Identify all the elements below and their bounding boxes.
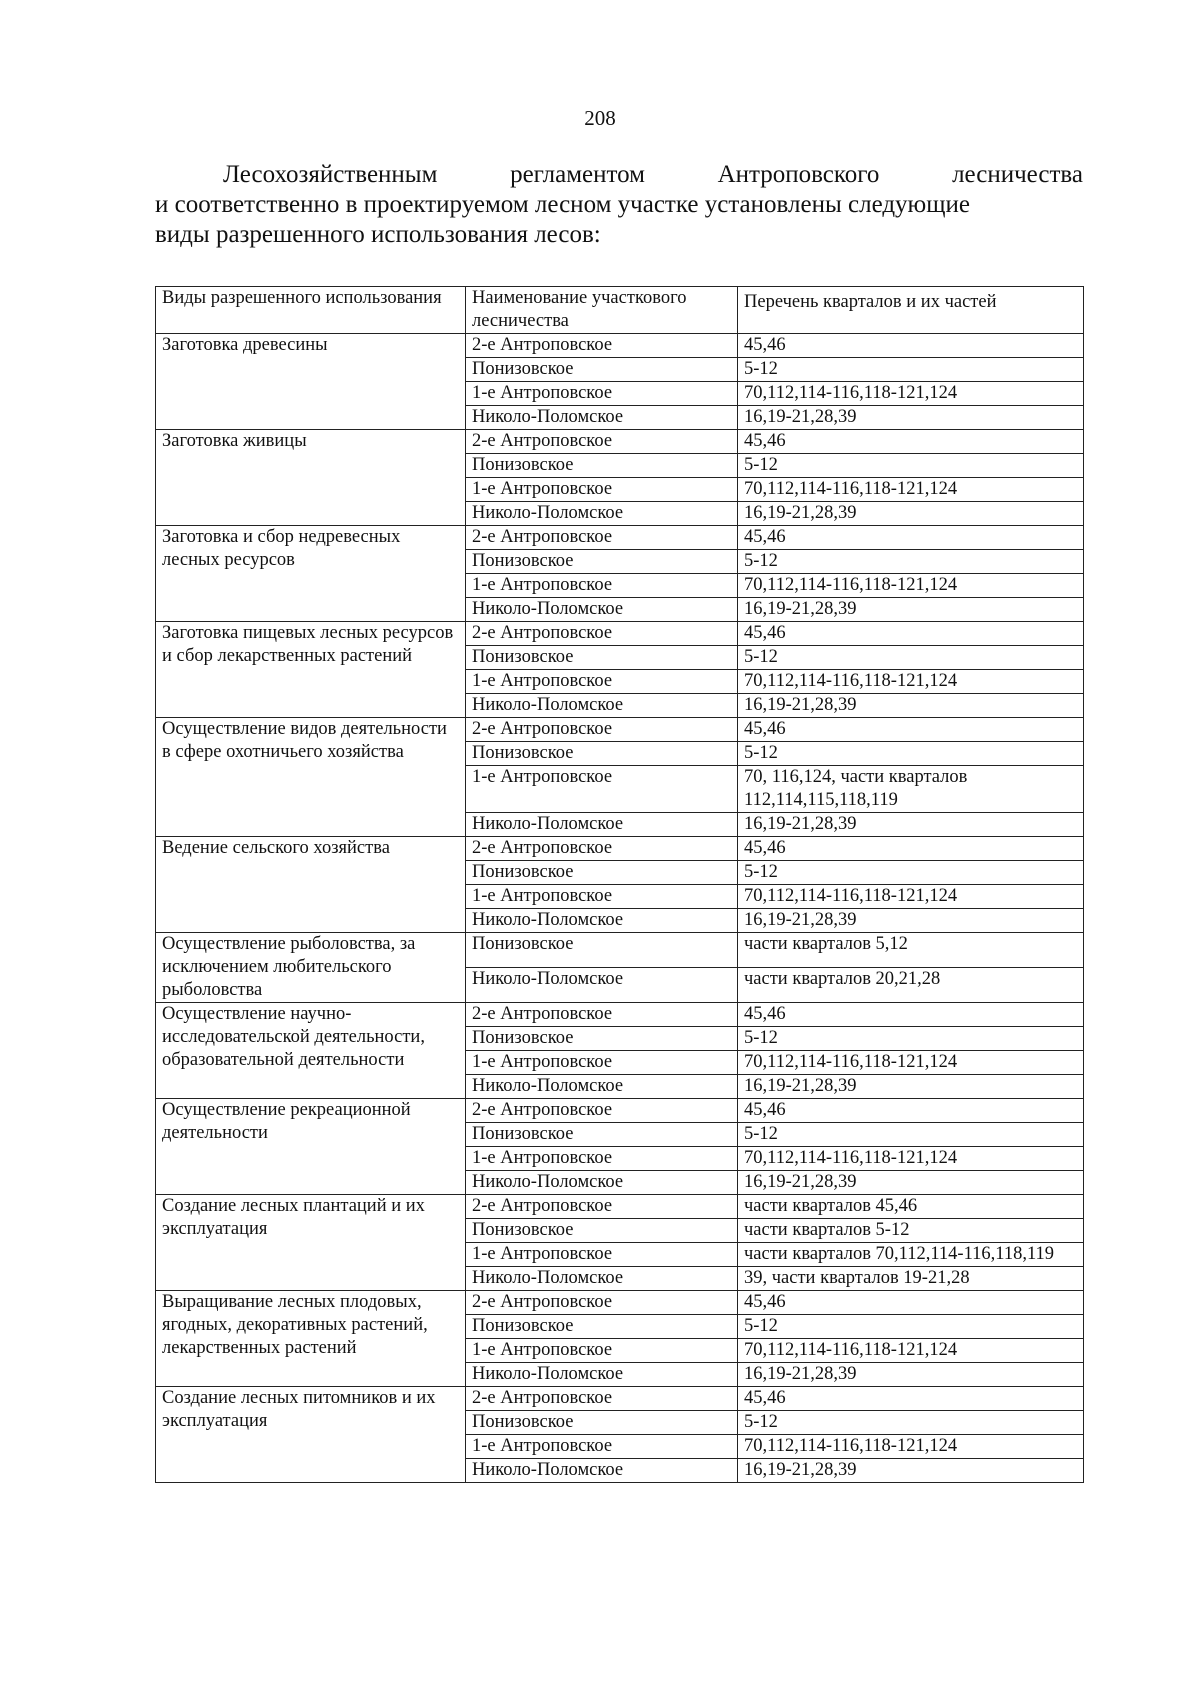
forestry-cell: Понизовское [466,454,738,478]
quarters-cell: части кварталов 5,12 [738,933,1084,968]
table-row [156,837,1084,861]
forestry-cell: 1-е Антроповское [466,1147,738,1171]
forestry-cell: 1-е Антроповское [466,1339,738,1363]
forestry-cell: Понизовское [466,1411,738,1435]
quarters-cell: части кварталов 5-12 [738,1219,1084,1243]
forestry-cell: 2-е Антроповское [466,837,738,861]
permitted-use-table [155,286,1084,1483]
forestry-cell: Понизовское [466,1027,738,1051]
forestry-cell: 2-е Антроповское [466,1387,738,1411]
quarters-cell: 16,19-21,28,39 [738,1363,1084,1387]
intro-word: Антроповского [717,161,880,188]
use-type-cell: Осуществление научно-исследовательской деятельности, образовательной деятельности [156,1003,466,1099]
quarters-cell: 45,46 [738,718,1084,742]
header-quarters: Перечень кварталов и их частей [738,287,1084,334]
forestry-cell: Понизовское [466,742,738,766]
quarters-cell: 70,112,114-116,118-121,124 [738,1435,1084,1459]
forestry-cell: Понизовское [466,358,738,382]
use-type-cell: Осуществление рыболовства, за исключением любительского рыболовства [156,933,466,1003]
forestry-cell: 2-е Антроповское [466,430,738,454]
table-row [156,1195,1084,1219]
quarters-cell: 45,46 [738,1099,1084,1123]
forestry-cell: 1-е Антроповское [466,766,738,813]
quarters-cell: части кварталов 20,21,28 [738,968,1084,1003]
quarters-cell: 45,46 [738,1387,1084,1411]
quarters-cell: 45,46 [738,622,1084,646]
use-type-cell: Ведение сельского хозяйства [156,837,466,933]
header-use-type: Виды разрешенного использования [156,287,466,334]
quarters-cell: 5-12 [738,454,1084,478]
header-forestry-name: Наименование участкового лесничества [466,287,738,334]
table-header-row [156,287,1084,334]
forestry-cell: Николо-Поломское [466,813,738,837]
quarters-cell: части кварталов 45,46 [738,1195,1084,1219]
quarters-cell: 45,46 [738,334,1084,358]
quarters-cell: 45,46 [738,526,1084,550]
use-type-cell: Создание лесных плантаций и их эксплуатация [156,1195,466,1291]
forestry-cell: Понизовское [466,933,738,968]
quarters-cell: 45,46 [738,430,1084,454]
page-number: 208 [584,106,616,130]
forestry-cell: Понизовское [466,861,738,885]
quarters-cell: 5-12 [738,550,1084,574]
quarters-cell: 16,19-21,28,39 [738,694,1084,718]
quarters-cell: 39, части кварталов 19-21,28 [738,1267,1084,1291]
forestry-cell: 1-е Антроповское [466,478,738,502]
use-type-cell: Заготовка и сбор недревесных лесных ресурсов [156,526,466,622]
quarters-cell: 16,19-21,28,39 [738,598,1084,622]
forestry-cell: Николо-Поломское [466,598,738,622]
use-type-cell: Осуществление рекреационной деятельности [156,1099,466,1195]
table-row [156,718,1084,742]
quarters-cell: 5-12 [738,358,1084,382]
forestry-cell: Понизовское [466,646,738,670]
quarters-cell: 70,112,114-116,118-121,124 [738,885,1084,909]
quarters-cell: 16,19-21,28,39 [738,1075,1084,1099]
forestry-cell: Николо-Поломское [466,1267,738,1291]
use-type-cell: Заготовка живицы [156,430,466,526]
forestry-cell: 2-е Антроповское [466,334,738,358]
forestry-cell: 2-е Антроповское [466,526,738,550]
quarters-cell: 16,19-21,28,39 [738,1459,1084,1483]
intro-word: регламентом [510,161,645,188]
quarters-cell: 5-12 [738,861,1084,885]
forestry-cell: Николо-Поломское [466,1459,738,1483]
intro-word: лесничества [952,161,1083,188]
quarters-cell: 70,112,114-116,118-121,124 [738,382,1084,406]
use-type-cell: Заготовка пищевых лесных ресурсов и сбор лекарственных растений [156,622,466,718]
quarters-cell: 45,46 [738,1291,1084,1315]
forestry-cell: Николо-Поломское [466,502,738,526]
quarters-cell: 70,112,114-116,118-121,124 [738,1051,1084,1075]
quarters-cell: 70,112,114-116,118-121,124 [738,670,1084,694]
quarters-cell: 70, 116,124, части кварталов 112,114,115,118,119 [738,766,1084,813]
forestry-cell: Николо-Поломское [466,1171,738,1195]
forestry-cell: 2-е Антроповское [466,1099,738,1123]
forestry-cell: 1-е Антроповское [466,885,738,909]
intro-line-3: виды разрешенного использования лесов: [155,221,601,248]
table-row [156,1099,1084,1123]
forestry-cell: Николо-Поломское [466,694,738,718]
quarters-cell: 5-12 [738,1027,1084,1051]
table-body [156,334,1084,1483]
use-type-cell: Создание лесных питомников и их эксплуатация [156,1387,466,1483]
quarters-cell: 16,19-21,28,39 [738,502,1084,526]
quarters-cell: 5-12 [738,646,1084,670]
forestry-cell: Понизовское [466,550,738,574]
use-type-cell: Осуществление видов деятельности в сфере охотничьего хозяйства [156,718,466,837]
table-row [156,1003,1084,1027]
quarters-cell: 16,19-21,28,39 [738,1171,1084,1195]
forestry-cell: Николо-Поломское [466,406,738,430]
table-row [156,334,1084,358]
quarters-cell: 16,19-21,28,39 [738,813,1084,837]
intro-line-1 [155,160,1083,190]
forestry-cell: 1-е Антроповское [466,1435,738,1459]
intro-word: Лесохозяйственным [223,161,438,188]
table-row [156,1291,1084,1315]
forestry-cell: 2-е Антроповское [466,1195,738,1219]
intro-line-2: и соответственно в проектируемом лесном участке установлены следующие [155,191,970,218]
table-row [156,622,1084,646]
forestry-cell: Понизовское [466,1315,738,1339]
intro-paragraph [155,160,1083,250]
forestry-cell: Николо-Поломское [466,909,738,933]
forestry-cell: 1-е Антроповское [466,670,738,694]
forestry-cell: 1-е Антроповское [466,382,738,406]
forestry-cell: 2-е Антроповское [466,1291,738,1315]
forestry-cell: Николо-Поломское [466,1363,738,1387]
table-row [156,526,1084,550]
forestry-cell: 1-е Антроповское [466,1051,738,1075]
forestry-cell: Николо-Поломское [466,1075,738,1099]
table-row [156,1387,1084,1411]
quarters-cell: 70,112,114-116,118-121,124 [738,1339,1084,1363]
quarters-cell: 5-12 [738,1411,1084,1435]
quarters-cell: 45,46 [738,837,1084,861]
forestry-cell: 2-е Антроповское [466,718,738,742]
forestry-cell: Понизовское [466,1219,738,1243]
quarters-cell: 5-12 [738,1123,1084,1147]
table-row [156,430,1084,454]
forestry-cell: 2-е Антроповское [466,1003,738,1027]
use-type-cell: Заготовка древесины [156,334,466,430]
quarters-cell: 16,19-21,28,39 [738,406,1084,430]
quarters-cell: 16,19-21,28,39 [738,909,1084,933]
forestry-cell: 1-е Антроповское [466,1243,738,1267]
table-row [156,933,1084,968]
forestry-cell: 2-е Антроповское [466,622,738,646]
forestry-cell: 1-е Антроповское [466,574,738,598]
quarters-cell: 45,46 [738,1003,1084,1027]
forestry-cell: Николо-Поломское [466,968,738,1003]
use-type-cell: Выращивание лесных плодовых, ягодных, декоративных растений, лекарственных растений [156,1291,466,1387]
quarters-cell: 5-12 [738,1315,1084,1339]
forestry-cell: Понизовское [466,1123,738,1147]
quarters-cell: 70,112,114-116,118-121,124 [738,1147,1084,1171]
quarters-cell: 70,112,114-116,118-121,124 [738,478,1084,502]
quarters-cell: части кварталов 70,112,114-116,118,119 [738,1243,1084,1267]
quarters-cell: 70,112,114-116,118-121,124 [738,574,1084,598]
quarters-cell: 5-12 [738,742,1084,766]
